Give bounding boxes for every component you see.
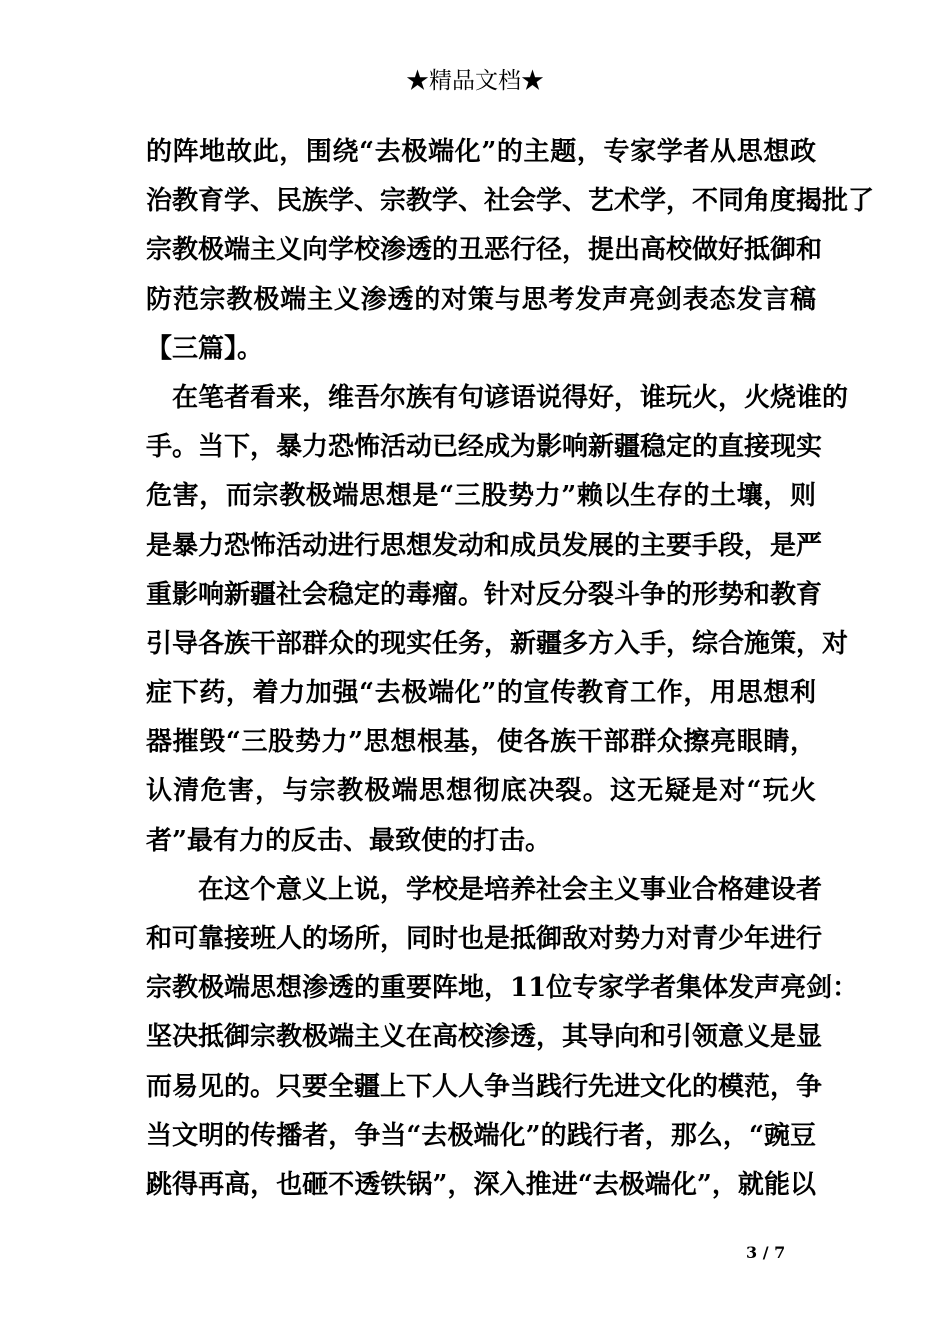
text-line: 重影响新疆社会稳定的毒瘤。针对反分裂斗争的形势和教育 (146, 579, 823, 610)
text-line: 跳得再高，也砸不透铁锅”，深入推进“去极端化”，就能以 (146, 1169, 816, 1200)
text-line: 当文明的传播者，争当“去极端化”的践行者，那么，“豌豆 (146, 1120, 816, 1151)
text-line: 在笔者看来，维吾尔族有句谚语说得好，谁玩火，火烧谁的 (172, 382, 849, 413)
document-header-title: ★精品文档★ (406, 68, 544, 94)
text-line: 而易见的。只要全疆上下人人争当践行先进文化的模范，争 (146, 1071, 823, 1102)
text-line: 危害，而宗教极端思想是“三股势力”赖以生存的土壤，则 (146, 481, 816, 512)
text-line: 治教育学、民族学、宗教学、社会学、艺术学，不同角度揭批了 (146, 186, 875, 217)
text-line: 和可靠接班人的场所，同时也是抵御敌对势力对青少年进行 (146, 924, 823, 954)
document-body (146, 128, 875, 1210)
text-line: 在这个意义上说，学校是培养社会主义事业合格建设者 (198, 874, 823, 905)
text-line: 症下药，着力加强“去极端化”的宣传教育工作，用思想利 (146, 678, 816, 709)
page-number: 3 / 7 (746, 1243, 786, 1262)
text-line: 手。当下，暴力恐怖活动已经成为影响新疆稳定的直接现实 (146, 432, 823, 463)
text-line: 者”最有力的反击、最致使的打击。 (146, 825, 551, 856)
text-line: 【三篇】。 (146, 333, 264, 364)
text-line: 防范宗教极端主义渗透的对策与思考发声亮剑表态发言稿 (146, 284, 816, 315)
text-line: 器摧毁“三股势力”思想根基，使各族干部群众擦亮眼睛， (146, 727, 816, 758)
text-line: 的阵地故此，围绕“去极端化”的主题，专家学者从思想政 (146, 137, 816, 167)
text-line: 坚决抵御宗教极端主义在高校渗透，其导向和引领意义是显 (146, 1022, 823, 1053)
text-line: 认清危害，与宗教极端思想彻底决裂。这无疑是对“玩火 (146, 776, 816, 807)
text-line: 宗教极端主义向学校渗透的丑恶行径，提出高校做好抵御和 (146, 235, 823, 266)
text-line: 宗教极端思想渗透的重要阵地，11位专家学者集体发声亮剑： (146, 973, 859, 1004)
text-line: 引导各族干部群众的现实任务，新疆多方入手，综合施策，对 (146, 628, 849, 659)
text-line: 是暴力恐怖活动进行思想发动和成员发展的主要手段，是严 (146, 530, 823, 561)
